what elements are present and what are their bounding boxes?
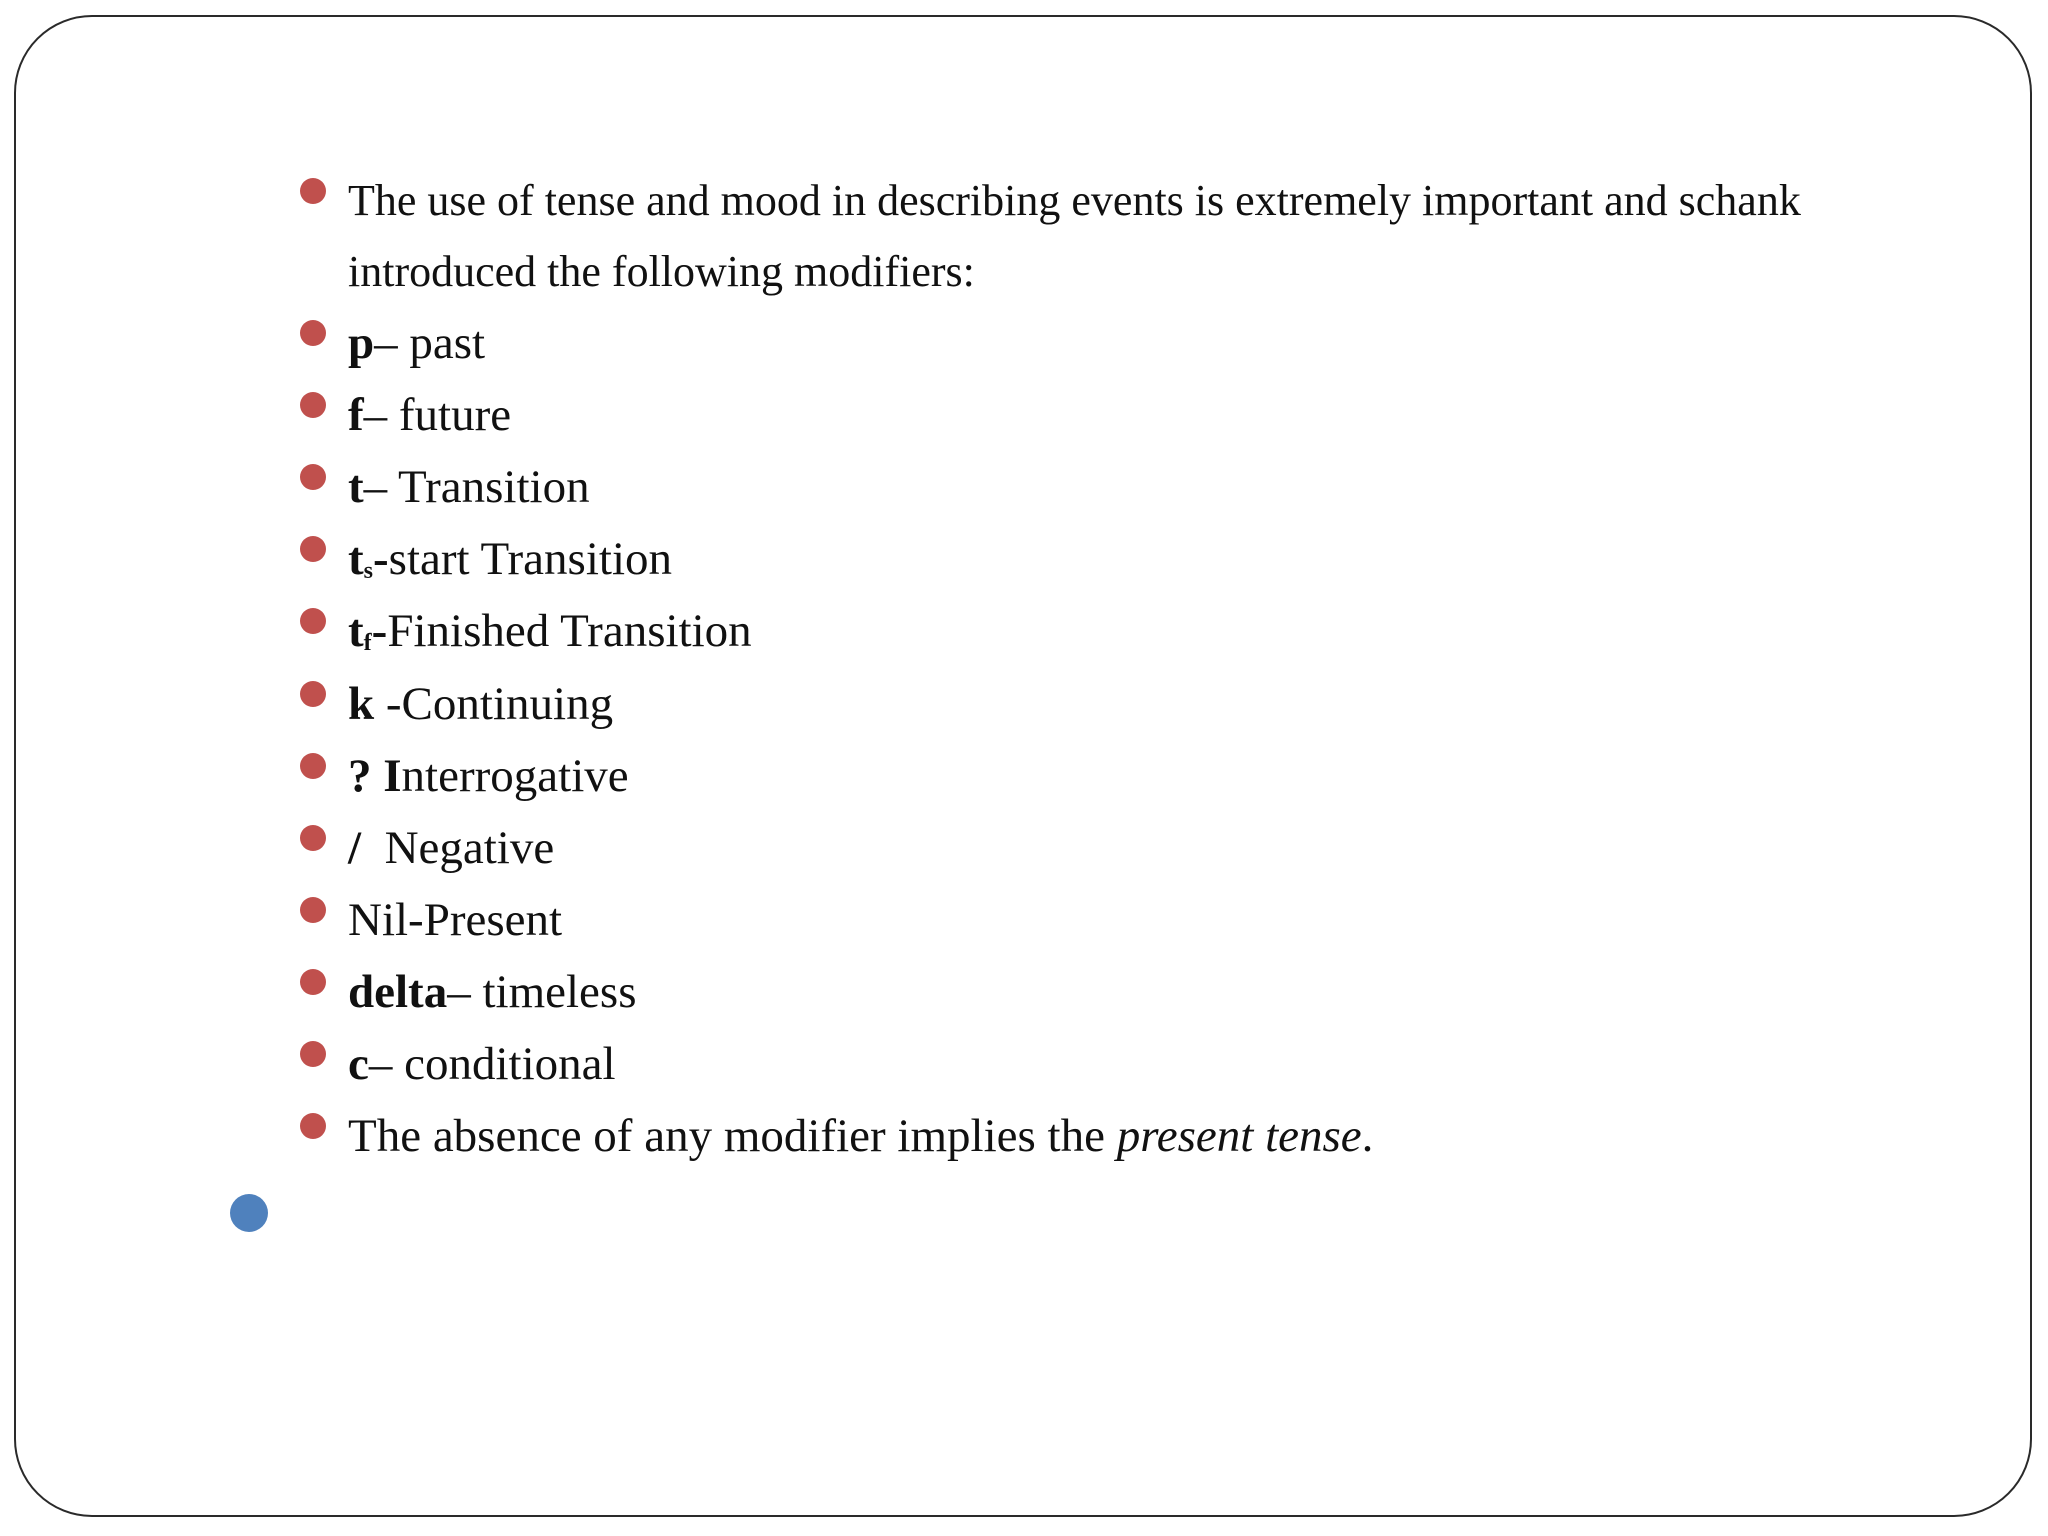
modifier-desc: nterrogative bbox=[401, 750, 629, 802]
bullet-dot bbox=[300, 825, 326, 851]
modifier-desc: – past bbox=[374, 317, 486, 369]
modifier-key: c bbox=[348, 1038, 369, 1090]
list-item-timeless bbox=[348, 957, 1908, 1028]
list-item-nil-present bbox=[348, 885, 1908, 956]
intro-line-1: The use of tense and mood in describing events is extremely important and schank bbox=[348, 176, 1801, 225]
modifier-desc: – conditional bbox=[368, 1038, 616, 1090]
list-item-past bbox=[348, 308, 1908, 379]
bullet-dot bbox=[300, 969, 326, 995]
modifier-key: f bbox=[348, 389, 364, 441]
modifier-key: t bbox=[348, 605, 364, 657]
modifier-key: delta bbox=[348, 966, 448, 1018]
list-item-negative bbox=[348, 813, 1908, 884]
modifier-key: t bbox=[348, 461, 364, 513]
bullet-dot bbox=[300, 681, 326, 707]
bullet-dot bbox=[300, 320, 326, 346]
bullet-dot bbox=[300, 1113, 326, 1139]
list-item-intro bbox=[348, 165, 1908, 307]
modifier-key: t bbox=[348, 533, 364, 585]
bullet-dot bbox=[300, 1041, 326, 1067]
modifier-desc: -Continuing bbox=[374, 678, 614, 730]
list-item-absence bbox=[348, 1101, 1908, 1172]
modifier-key: p bbox=[348, 317, 375, 369]
modifier-subscript: s bbox=[363, 558, 373, 584]
modifier-subscript: f bbox=[363, 630, 372, 656]
list-item-finished-transition bbox=[348, 596, 1908, 679]
modifier-key: ? I bbox=[348, 750, 402, 802]
modifier-desc: start Transition bbox=[388, 533, 673, 585]
empty-bullet-dot bbox=[230, 1194, 268, 1232]
bullet-dot bbox=[300, 608, 326, 634]
modifier-desc: Negative bbox=[361, 822, 555, 874]
list-item-conditional bbox=[348, 1029, 1908, 1100]
modifier-desc: – timeless bbox=[447, 966, 637, 1018]
list-item-future bbox=[348, 380, 1908, 451]
modifier-desc: – future bbox=[363, 389, 512, 441]
bullet-dot bbox=[300, 753, 326, 779]
bullet-dot bbox=[300, 464, 326, 490]
absence-text: The absence of any modifier implies the bbox=[348, 1110, 1117, 1162]
modifier-key: k bbox=[348, 678, 375, 730]
bullet-dot bbox=[300, 392, 326, 418]
absence-tail: . bbox=[1361, 1110, 1374, 1162]
list-item-start-transition bbox=[348, 524, 1908, 607]
modifier-key: / bbox=[348, 822, 362, 874]
list-item-interrogative bbox=[348, 741, 1908, 812]
bullet-dot bbox=[300, 897, 326, 923]
modifier-dash: - bbox=[373, 533, 389, 585]
list-item-continuing bbox=[348, 669, 1908, 740]
modifier-desc: Finished Transition bbox=[387, 605, 752, 657]
absence-emphasis: present tense bbox=[1116, 1110, 1362, 1162]
modifier-desc: – Transition bbox=[363, 461, 590, 513]
bullet-dot bbox=[300, 536, 326, 562]
modifier-text: Nil-Present bbox=[348, 894, 563, 946]
bullet-dot bbox=[300, 178, 326, 204]
list-item-transition bbox=[348, 452, 1908, 523]
modifier-dash: - bbox=[371, 605, 388, 657]
intro-line-2: introduced the following modifiers: bbox=[348, 247, 975, 296]
